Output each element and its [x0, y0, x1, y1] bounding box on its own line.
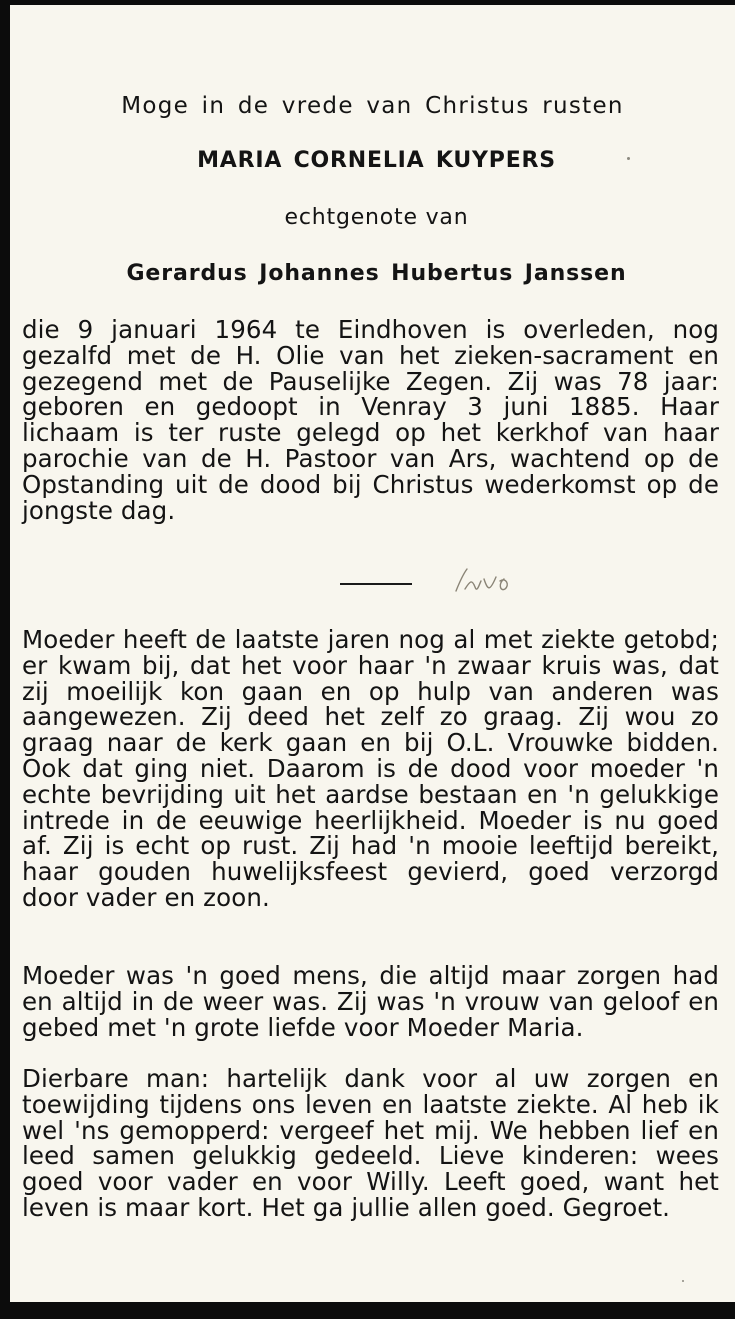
character-paragraph: Moeder was 'n goed mens, die altijd maar zorgen had en altijd in de weer was. Zij was 'n vrouw van geloof en gebed met 'n grote liefde voor Moeder Maria. — [22, 961, 719, 1042]
farewell-paragraph: Dierbare man: hartelijk dank voor al uw zorgen en toewijding tijdens ons leven en laatste ziekte. Al heb ik wel 'ns gemopperd: vergeef het mij. We hebben lief en leed samen gelukkig gedeeld. Lieve kinderen: wees goed voor vader en voor Willy. Leeft goed, want het leven is maar kort. Het ga jullie allen goed. Gegroet. — [22, 1064, 719, 1222]
memorial-card — [10, 5, 735, 1302]
deceased-name: MARIA CORNELIA KUYPERS — [197, 148, 556, 173]
relation-line: echtgenote van — [284, 205, 469, 230]
paper-speck — [627, 157, 630, 160]
paper-speck — [682, 1280, 684, 1282]
intro-line: Moge in de vrede van Christus rusten — [121, 93, 624, 119]
mother-paragraph: Moeder heeft de laatste jaren nog al met ziekte getobd; er kwam bij, dat het voor haar 'n zwaar kruis was, dat zij moeilijk kon gaan en op hulp van anderen was aangewezen. Zij deed het zelf zo graag. Zij wou zo graag naar de kerk gaan en bij O.L. Vrouwke bidden. Ook dat ging niet. Daarom is de dood voor moeder 'n echte bevrijding uit het aardse bestaan en 'n gelukkige intrede in de eeuwige heerlijkheid. Moeder is nu goed af. Zij is echt op rust. Zij had 'n mooie leeftijd bereikt, haar gouden huwelijksfeest gevierd, goed verzorgd door vader en zoon. — [22, 625, 719, 912]
handwritten-mark-icon — [450, 565, 534, 597]
death-notice-paragraph: die 9 januari 1964 te Eindhoven is overleden, nog gezalfd met de H. Olie van het zieken-sacrament en gezegend met de Pauselijke Zegen. Zij was 78 jaar: geboren en gedoopt in Venray 3 juni 1885. Haar lichaam is ter ruste gelegd op het kerkhof van haar parochie van de H. Pastoor van Ars, wachtend op de Opstanding uit de dood bij Christus wederkomst op de jongste dag. — [22, 315, 719, 525]
husband-name: Gerardus Johannes Hubertus Janssen — [126, 261, 627, 286]
divider-line — [340, 583, 412, 585]
